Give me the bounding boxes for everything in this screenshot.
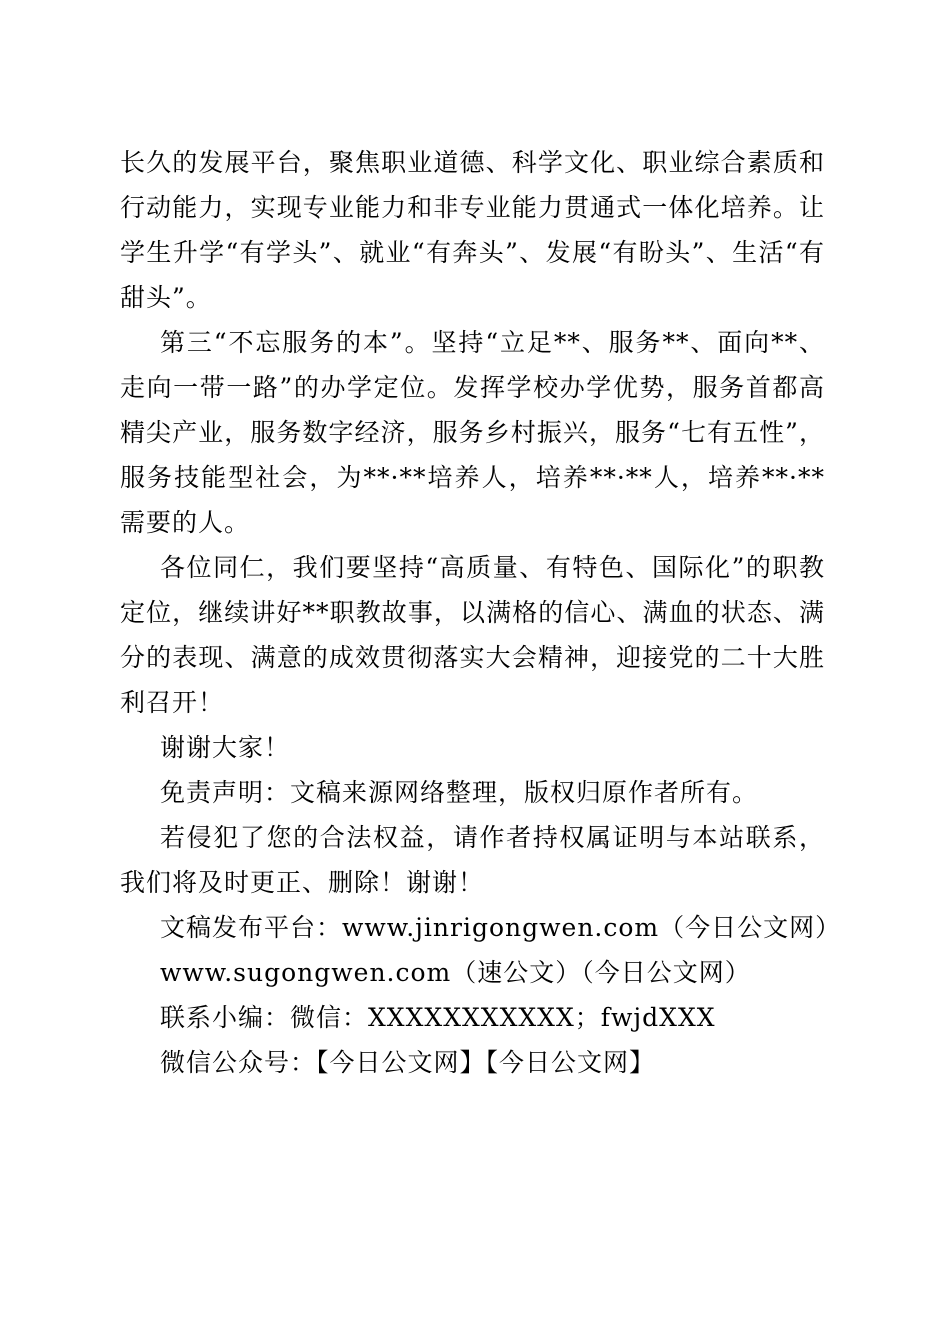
footer-contact-editor: 联系小编：微信：XXXXXXXXXXX；fwjdXXX <box>160 1003 716 1032</box>
paragraph-thanks: 谢谢大家！ <box>160 733 291 762</box>
footer-publish-platform: 文稿发布平台：www.jinrigongwen.com（今日公文网） <box>160 913 842 942</box>
paragraph-disclaimer: 免责声明：文稿来源网络整理，版权归原作者所有。 <box>160 778 759 807</box>
document-body <box>120 140 842 1085</box>
paragraph-third-point: 第三“不忘服务的本”。坚持“立足**、服务**、面向**、走向一带一路”的办学定位。发挥学校办学优势，服务首都高精尖产业，服务数字经济，服务乡村振兴，服务“七有五性”，服务技能型社会，为**·**培养人，培养**·**人，培养**·**需要的人。 <box>120 328 825 537</box>
paragraph-closing-remarks: 各位同仁，我们要坚持“高质量、有特色、国际化”的职教定位，继续讲好**职教故事，以满格的信心、满血的状态、满分的表现、满意的成效贯彻落实大会精神，迎接党的二十大胜利召开！ <box>120 553 825 717</box>
paragraph-infringement-notice: 若侵犯了您的合法权益，请作者持权属证明与本站联系，我们将及时更正、删除！谢谢！ <box>120 823 825 897</box>
footer-secondary-site: www.sugongwen.com（速公文）（今日公文网） <box>160 958 751 987</box>
paragraph-continuation: 长久的发展平台，聚焦职业道德、科学文化、职业综合素质和行动能力，实现专业能力和非专业能力贯通式一体化培养。让学生升学“有学头”、就业“有奔头”、发展“有盼头”、生活“有甜头”。 <box>120 148 825 312</box>
footer-wechat-account: 微信公众号：【今日公文网】【今日公文网】 <box>160 1048 656 1077</box>
